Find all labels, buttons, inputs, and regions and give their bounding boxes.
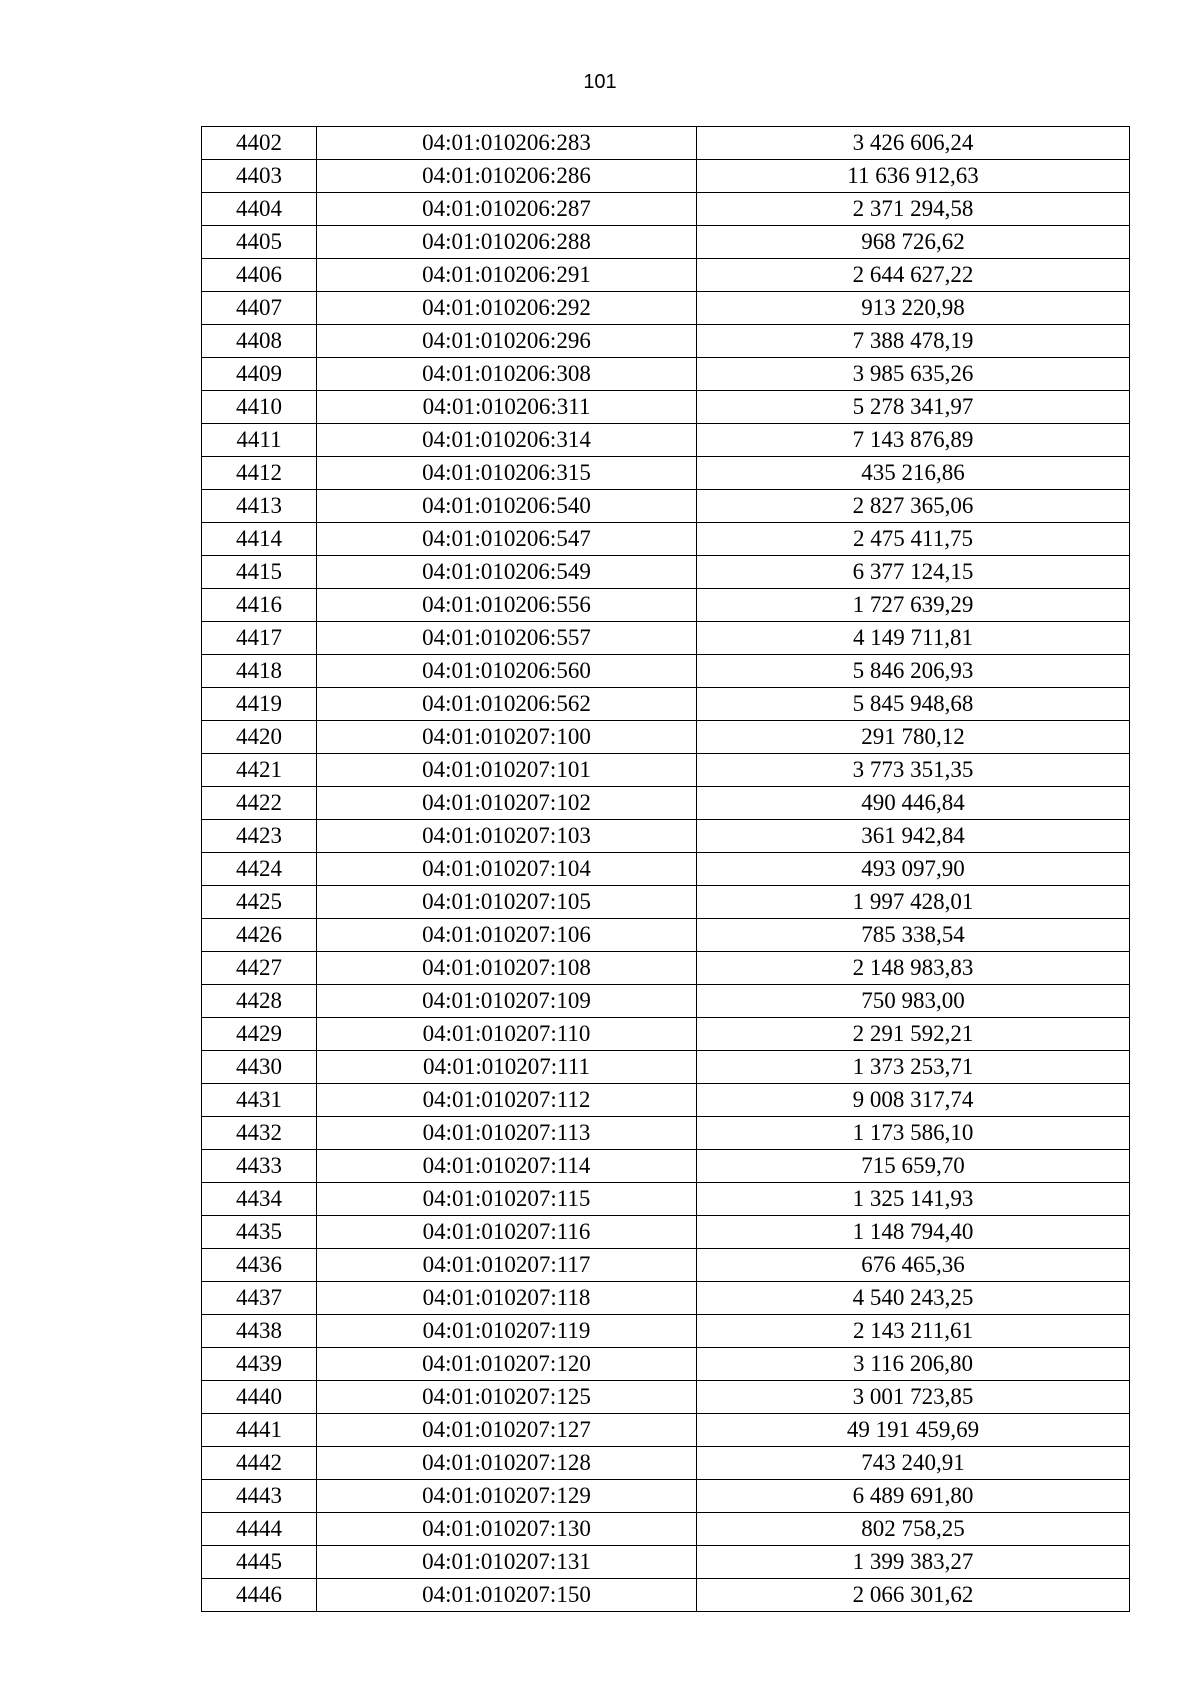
table-row (202, 1249, 1130, 1282)
table-row (202, 127, 1130, 160)
cadastral-number-cell: 04:01:010207:118 (317, 1282, 697, 1315)
row-number-cell: 4420 (202, 721, 317, 754)
cadastral-value-cell: 913 220,98 (697, 292, 1130, 325)
table-row (202, 259, 1130, 292)
cadastral-value-cell: 2 143 211,61 (697, 1315, 1130, 1348)
cadastral-number-cell: 04:01:010207:119 (317, 1315, 697, 1348)
row-number-cell: 4436 (202, 1249, 317, 1282)
cadastral-number-cell: 04:01:010207:102 (317, 787, 697, 820)
cadastral-value-cell: 5 846 206,93 (697, 655, 1130, 688)
table-row (202, 1447, 1130, 1480)
row-number-cell: 4403 (202, 160, 317, 193)
row-number-cell: 4439 (202, 1348, 317, 1381)
table-row (202, 919, 1130, 952)
cadastral-value-cell: 1 173 586,10 (697, 1117, 1130, 1150)
cadastral-value-cell: 3 116 206,80 (697, 1348, 1130, 1381)
table-row (202, 1348, 1130, 1381)
cadastral-number-cell: 04:01:010207:125 (317, 1381, 697, 1414)
cadastral-number-cell: 04:01:010206:287 (317, 193, 697, 226)
row-number-cell: 4424 (202, 853, 317, 886)
cadastral-number-cell: 04:01:010207:130 (317, 1513, 697, 1546)
row-number-cell: 4418 (202, 655, 317, 688)
cadastral-number-cell: 04:01:010207:115 (317, 1183, 697, 1216)
row-number-cell: 4431 (202, 1084, 317, 1117)
cadastral-number-cell: 04:01:010207:110 (317, 1018, 697, 1051)
cadastral-number-cell: 04:01:010206:556 (317, 589, 697, 622)
table-row (202, 688, 1130, 721)
cadastral-value-cell: 750 983,00 (697, 985, 1130, 1018)
table-row (202, 490, 1130, 523)
row-number-cell: 4421 (202, 754, 317, 787)
table-row (202, 1018, 1130, 1051)
cadastral-value-cell: 4 149 711,81 (697, 622, 1130, 655)
cadastral-value-cell: 7 143 876,89 (697, 424, 1130, 457)
table-row (202, 1480, 1130, 1513)
table-row (202, 622, 1130, 655)
row-number-cell: 4414 (202, 523, 317, 556)
row-number-cell: 4416 (202, 589, 317, 622)
cadastral-value-cell: 785 338,54 (697, 919, 1130, 952)
cadastral-number-cell: 04:01:010206:308 (317, 358, 697, 391)
table-row (202, 1315, 1130, 1348)
table-row (202, 1117, 1130, 1150)
cadastral-value-cell: 715 659,70 (697, 1150, 1130, 1183)
row-number-cell: 4444 (202, 1513, 317, 1546)
cadastral-value-cell: 1 325 141,93 (697, 1183, 1130, 1216)
table-row (202, 1579, 1130, 1612)
cadastral-number-cell: 04:01:010206:283 (317, 127, 697, 160)
cadastral-number-cell: 04:01:010206:562 (317, 688, 697, 721)
cadastral-value-cell: 3 985 635,26 (697, 358, 1130, 391)
cadastral-number-cell: 04:01:010206:288 (317, 226, 697, 259)
cadastral-value-cell: 435 216,86 (697, 457, 1130, 490)
cadastral-value-cell: 4 540 243,25 (697, 1282, 1130, 1315)
cadastral-value-table (201, 126, 1130, 1612)
cadastral-number-cell: 04:01:010207:108 (317, 952, 697, 985)
row-number-cell: 4402 (202, 127, 317, 160)
cadastral-value-cell: 2 827 365,06 (697, 490, 1130, 523)
row-number-cell: 4442 (202, 1447, 317, 1480)
cadastral-number-cell: 04:01:010207:127 (317, 1414, 697, 1447)
cadastral-value-cell: 9 008 317,74 (697, 1084, 1130, 1117)
cadastral-value-cell: 3 426 606,24 (697, 127, 1130, 160)
row-number-cell: 4419 (202, 688, 317, 721)
cadastral-value-cell: 2 644 627,22 (697, 259, 1130, 292)
table-row (202, 985, 1130, 1018)
cadastral-number-cell: 04:01:010207:112 (317, 1084, 697, 1117)
cadastral-number-cell: 04:01:010206:557 (317, 622, 697, 655)
row-number-cell: 4435 (202, 1216, 317, 1249)
cadastral-value-cell: 1 399 383,27 (697, 1546, 1130, 1579)
table-row (202, 1150, 1130, 1183)
row-number-cell: 4445 (202, 1546, 317, 1579)
cadastral-value-cell: 1 727 639,29 (697, 589, 1130, 622)
table-row (202, 1183, 1130, 1216)
table-row (202, 325, 1130, 358)
table-row (202, 1414, 1130, 1447)
cadastral-number-cell: 04:01:010207:114 (317, 1150, 697, 1183)
table-row (202, 1546, 1130, 1579)
cadastral-value-cell: 5 278 341,97 (697, 391, 1130, 424)
row-number-cell: 4410 (202, 391, 317, 424)
row-number-cell: 4412 (202, 457, 317, 490)
cadastral-number-cell: 04:01:010207:109 (317, 985, 697, 1018)
cadastral-value-cell: 6 377 124,15 (697, 556, 1130, 589)
cadastral-value-cell: 11 636 912,63 (697, 160, 1130, 193)
cadastral-value-cell: 676 465,36 (697, 1249, 1130, 1282)
cadastral-value-cell: 968 726,62 (697, 226, 1130, 259)
cadastral-value-cell: 1 148 794,40 (697, 1216, 1130, 1249)
table-row (202, 226, 1130, 259)
table-row (202, 754, 1130, 787)
table-row (202, 1216, 1130, 1249)
row-number-cell: 4427 (202, 952, 317, 985)
cadastral-value-cell: 1 373 253,71 (697, 1051, 1130, 1084)
page-number: 101 (583, 71, 617, 93)
row-number-cell: 4408 (202, 325, 317, 358)
table-row (202, 292, 1130, 325)
cadastral-value-cell: 1 997 428,01 (697, 886, 1130, 919)
table-row (202, 424, 1130, 457)
row-number-cell: 4423 (202, 820, 317, 853)
cadastral-number-cell: 04:01:010206:296 (317, 325, 697, 358)
table-row (202, 1051, 1130, 1084)
row-number-cell: 4429 (202, 1018, 317, 1051)
table-row (202, 721, 1130, 754)
cadastral-number-cell: 04:01:010207:128 (317, 1447, 697, 1480)
cadastral-number-cell: 04:01:010207:103 (317, 820, 697, 853)
row-number-cell: 4415 (202, 556, 317, 589)
cadastral-number-cell: 04:01:010207:113 (317, 1117, 697, 1150)
cadastral-value-cell: 3 001 723,85 (697, 1381, 1130, 1414)
table-row (202, 193, 1130, 226)
cadastral-number-cell: 04:01:010206:540 (317, 490, 697, 523)
table-row (202, 1381, 1130, 1414)
cadastral-value-cell: 291 780,12 (697, 721, 1130, 754)
cadastral-number-cell: 04:01:010207:150 (317, 1579, 697, 1612)
cadastral-number-cell: 04:01:010207:100 (317, 721, 697, 754)
cadastral-number-cell: 04:01:010207:106 (317, 919, 697, 952)
table-row (202, 457, 1130, 490)
row-number-cell: 4405 (202, 226, 317, 259)
cadastral-number-cell: 04:01:010206:291 (317, 259, 697, 292)
table-row (202, 358, 1130, 391)
row-number-cell: 4425 (202, 886, 317, 919)
cadastral-number-cell: 04:01:010207:131 (317, 1546, 697, 1579)
cadastral-number-cell: 04:01:010207:116 (317, 1216, 697, 1249)
cadastral-value-cell: 361 942,84 (697, 820, 1130, 853)
row-number-cell: 4443 (202, 1480, 317, 1513)
cadastral-number-cell: 04:01:010207:105 (317, 886, 697, 919)
table-row (202, 523, 1130, 556)
row-number-cell: 4441 (202, 1414, 317, 1447)
table-row (202, 1513, 1130, 1546)
table-row (202, 1282, 1130, 1315)
table-body (202, 127, 1130, 1612)
cadastral-value-cell: 2 066 301,62 (697, 1579, 1130, 1612)
table-row (202, 952, 1130, 985)
cadastral-number-cell: 04:01:010207:111 (317, 1051, 697, 1084)
cadastral-number-cell: 04:01:010206:311 (317, 391, 697, 424)
cadastral-number-cell: 04:01:010206:292 (317, 292, 697, 325)
cadastral-value-cell: 7 388 478,19 (697, 325, 1130, 358)
table-row (202, 853, 1130, 886)
row-number-cell: 4417 (202, 622, 317, 655)
row-number-cell: 4413 (202, 490, 317, 523)
cadastral-value-cell: 49 191 459,69 (697, 1414, 1130, 1447)
table-row (202, 556, 1130, 589)
table-row (202, 391, 1130, 424)
table-row (202, 1084, 1130, 1117)
table-row (202, 655, 1130, 688)
cadastral-number-cell: 04:01:010207:101 (317, 754, 697, 787)
cadastral-number-cell: 04:01:010206:286 (317, 160, 697, 193)
row-number-cell: 4432 (202, 1117, 317, 1150)
cadastral-number-cell: 04:01:010207:104 (317, 853, 697, 886)
cadastral-number-cell: 04:01:010207:117 (317, 1249, 697, 1282)
cadastral-value-cell: 3 773 351,35 (697, 754, 1130, 787)
cadastral-value-cell: 490 446,84 (697, 787, 1130, 820)
row-number-cell: 4404 (202, 193, 317, 226)
row-number-cell: 4433 (202, 1150, 317, 1183)
row-number-cell: 4426 (202, 919, 317, 952)
row-number-cell: 4422 (202, 787, 317, 820)
table-row (202, 589, 1130, 622)
cadastral-value-cell: 2 291 592,21 (697, 1018, 1130, 1051)
cadastral-number-cell: 04:01:010206:314 (317, 424, 697, 457)
row-number-cell: 4434 (202, 1183, 317, 1216)
row-number-cell: 4409 (202, 358, 317, 391)
cadastral-value-cell: 493 097,90 (697, 853, 1130, 886)
row-number-cell: 4430 (202, 1051, 317, 1084)
cadastral-value-cell: 6 489 691,80 (697, 1480, 1130, 1513)
cadastral-number-cell: 04:01:010206:315 (317, 457, 697, 490)
cadastral-number-cell: 04:01:010207:120 (317, 1348, 697, 1381)
cadastral-number-cell: 04:01:010206:549 (317, 556, 697, 589)
cadastral-value-cell: 5 845 948,68 (697, 688, 1130, 721)
table-row (202, 886, 1130, 919)
cadastral-number-cell: 04:01:010207:129 (317, 1480, 697, 1513)
cadastral-value-cell: 2 475 411,75 (697, 523, 1130, 556)
row-number-cell: 4406 (202, 259, 317, 292)
row-number-cell: 4407 (202, 292, 317, 325)
row-number-cell: 4446 (202, 1579, 317, 1612)
table-row (202, 160, 1130, 193)
cadastral-number-cell: 04:01:010206:560 (317, 655, 697, 688)
table-row (202, 787, 1130, 820)
row-number-cell: 4428 (202, 985, 317, 1018)
cadastral-value-cell: 2 371 294,58 (697, 193, 1130, 226)
row-number-cell: 4411 (202, 424, 317, 457)
table-row (202, 820, 1130, 853)
cadastral-value-cell: 802 758,25 (697, 1513, 1130, 1546)
row-number-cell: 4438 (202, 1315, 317, 1348)
cadastral-value-cell: 2 148 983,83 (697, 952, 1130, 985)
row-number-cell: 4440 (202, 1381, 317, 1414)
cadastral-number-cell: 04:01:010206:547 (317, 523, 697, 556)
row-number-cell: 4437 (202, 1282, 317, 1315)
cadastral-value-cell: 743 240,91 (697, 1447, 1130, 1480)
